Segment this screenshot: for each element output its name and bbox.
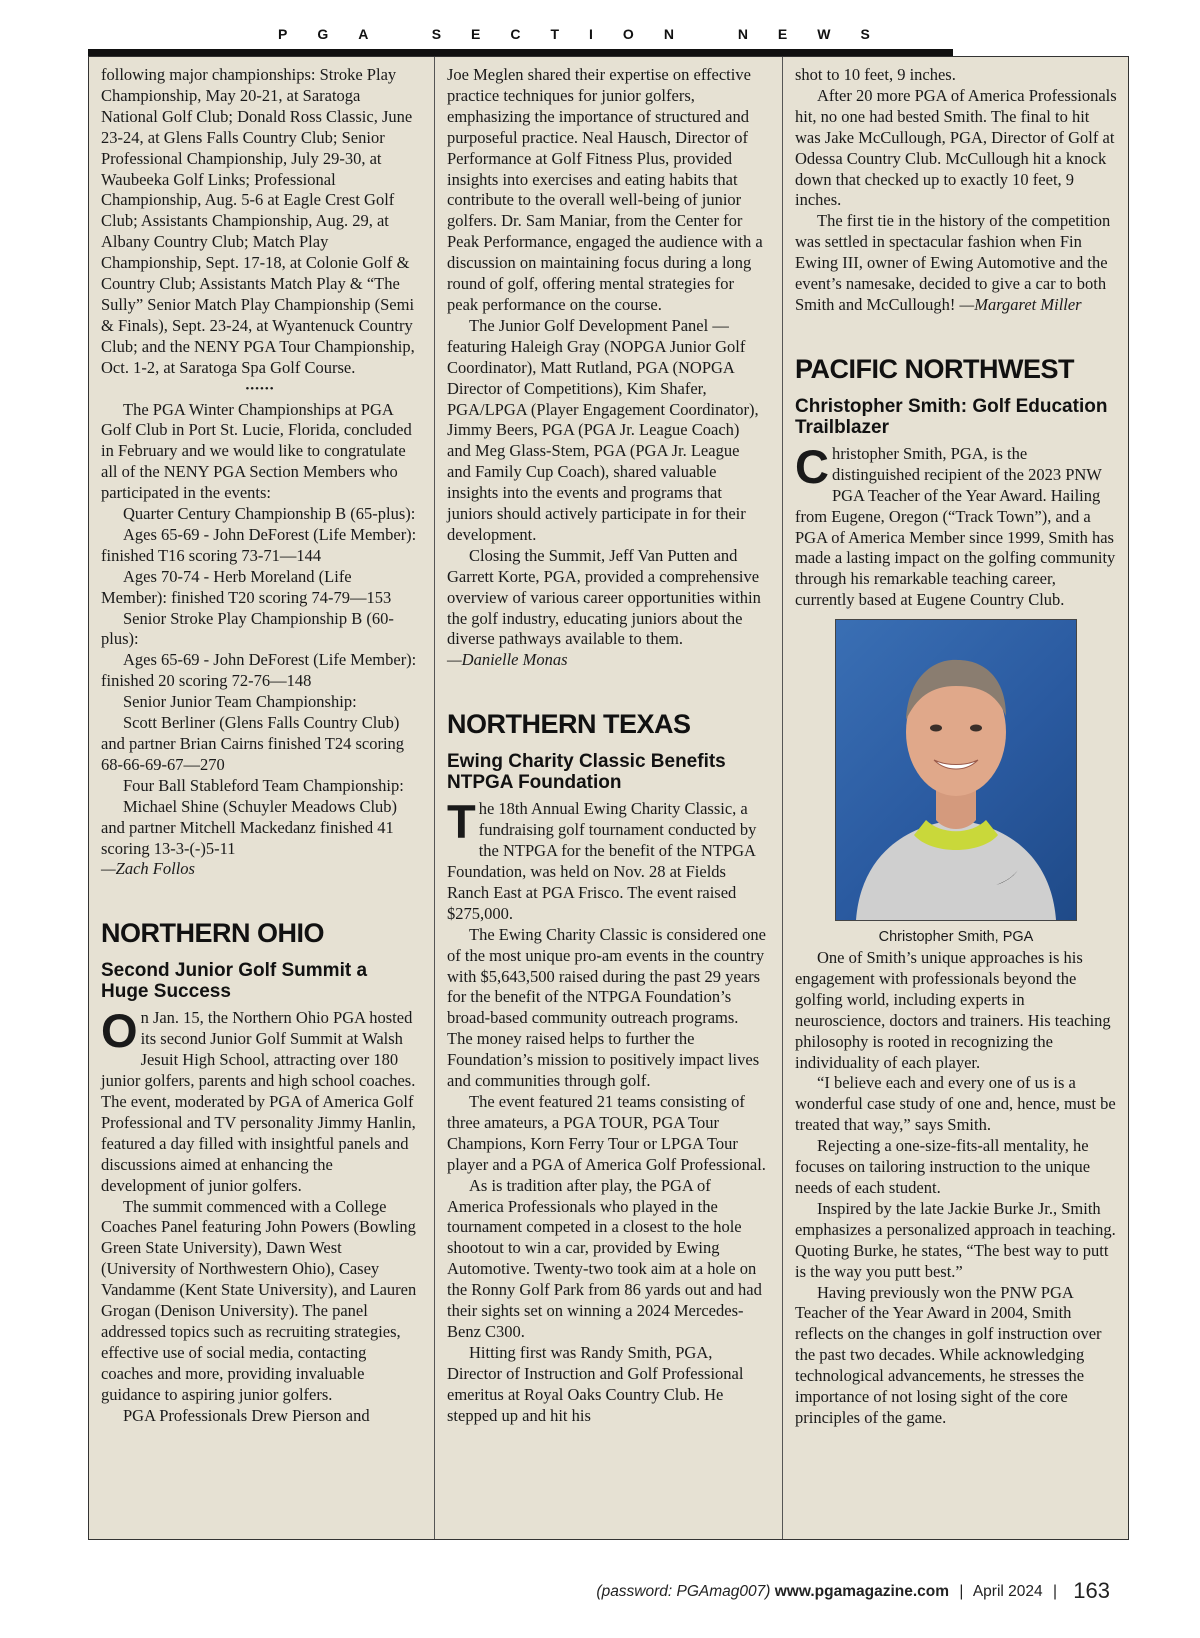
byline: —Zach Follos — [101, 859, 195, 879]
paragraph: PGA Professionals Drew Pierson and — [123, 1405, 370, 1425]
section-heading-northern-texas: NORTHERN TEXAS — [447, 709, 691, 740]
section-break-dots: •••••• — [245, 382, 275, 395]
paragraph: The Ewing Charity Classic is considered one of the most unique pro-am events in the country with $5,643,500 raised during the past 29 years for the benefit of the NTPGA Foundation’s broad-based community outreach programs. The money raised helps to further the Foundation’s mission to positively impact lives and communities through golf. — [447, 924, 766, 1091]
paragraph — [447, 795, 767, 924]
paragraph: The summit commenced with a College Coaches Panel featuring John Powers (Bowling Green State University), Dawn West (University of Northwestern Ohio), Casey Vandamme (Kent State University), and Lauren Grogan (Denison University). The panel addressed topics such as recruiting strategies, effective use of social media, contacting coaches and more, providing invaluable guidance to aspiring junior golfers. — [101, 1196, 417, 1404]
paragraph — [795, 211, 1117, 316]
paragraph-text: n Jan. 15, the Northern Ohio PGA hosted its second Junior Golf Summit at Walsh Jesuit High School, attracting over 180 junior golfers, parents and high school coaches. The event, moderated by PGA of America Golf Professional and TV personality Jimmy Hanlin, featured a day filled with insightful panels and discussions aimed at enhancing the development of junior golfers. — [101, 1008, 416, 1195]
paragraph: Quarter Century Championship B (65-plus): — [123, 504, 416, 524]
paragraph: “I believe each and every one of us is a wonderful case study of one and, hence, must be treated that way,” says Smith. — [795, 1073, 1116, 1135]
column-2 — [447, 65, 767, 1426]
paragraph: Senior Stroke Play Championship B (60-plus): — [101, 608, 394, 649]
paragraph: Closing the Summit, Jeff Van Putten and Garrett Korte, PGA, provided a comprehensive overview of various career opportunities within the golf industry, educating juniors about the diverse pathways available to them. — [447, 545, 761, 649]
paragraph-text: hristopher Smith, PGA, is the distinguished recipient of the 2023 PNW PGA Teacher of the Year Award. Hailing from Eugene, Oregon (“Track Town”), and a PGA of America Member since 1999, Smith has made a lasting impact on the golfing community through his remarkable teaching career, currently based at Eugene Country Club. — [795, 443, 1116, 610]
photo-caption: Christopher Smith, PGA — [878, 929, 1034, 946]
paragraph: The PGA Winter Championships at PGA Golf Club in Port St. Lucie, Florida, concluded in February and we would like to congratulate all of the NENY PGA Section Members who participated in the events: — [101, 399, 412, 503]
paragraph — [101, 1004, 419, 1196]
paragraph — [795, 439, 1117, 611]
paragraph: Joe Meglen shared their expertise on effective practice techniques for junior golfers, emphasizing the importance of structured and purposeful practice. Neal Hausch, Director of Performance at Golf Fitness Plus, provided insights into exercises and eating habits that contribute to the overall well-being of junior golfers. Dr. Sam Maniar, from the Center for Peak Performance, engaged the audience with a discussion on maintaining focus during a long round of golf, offering mental strategies for peak performance on the course. — [447, 65, 763, 314]
footer-website-link[interactable]: www.pgamagazine.com — [774, 1583, 950, 1600]
paragraph: As is tradition after play, the PGA of America Professionals who played in the tournament competed in a closest to the hole shootout to win a car, provided by Ewing Automotive. Twenty-two took aim at a hole on the Ronny Golf Park from 86 yards out and had their sights set on winning a 2024 Mercedes-Benz C300. — [447, 1175, 762, 1341]
paragraph: After 20 more PGA of America Professionals hit, no one had bested Smith. The final to hit was Jake McCullough, PGA, Director of Golf at Odessa Country Club. McCullough hit a knock down that checked up to exactly 10 feet, 9 inches. — [795, 85, 1117, 210]
footer-separator: | — [1052, 1583, 1057, 1600]
paragraph: One of Smith’s unique approaches is his engagement with professionals beyond the golfing world, including experts in neuroscience, doctors and trainers. His teaching philosophy is rooted in recognizing the individuality of each player. — [795, 948, 1111, 1072]
drop-cap: O — [101, 1004, 138, 1058]
paragraph: shot to 10 feet, 9 inches. — [795, 65, 956, 84]
column-divider — [782, 57, 783, 1539]
footer-separator: | — [959, 1583, 964, 1600]
paragraph: following major championships: Stroke Play Championship, May 20-21, at Saratoga National Golf Club; Donald Ross Classic, June 23-24, at Glens Falls Country Club; Senior Professional Championship, July 29-30, at Waubeeka Golf Links; Professional Championship, Aug. 5-6 at Eagle Crest Golf Club; Assistants Championship, Aug. 29, at Albany Country Club; Match Play Championship, Sept. 17-18, at Colonie Golf & Country Club; Assistants Match Play & “The Sully” Senior Match Play Championship (Semi & Finals), Sept. 23-24, at Wyantenuck Country Club; and the NENY PGA Tour Championship, Oct. 1-2, at Saratoga Spa Golf Course. — [101, 65, 415, 377]
column-divider — [434, 57, 435, 1539]
article-panel — [88, 56, 1129, 1540]
footer-password: (password: PGAmag007) — [596, 1583, 771, 1600]
paragraph: Senior Junior Team Championship: — [123, 692, 357, 712]
header-rule — [88, 49, 953, 56]
paragraph: Having previously won the PNW PGA Teacher of the Year Award in 2004, Smith reflects on the changes in golf instruction over the past two decades. While acknowledging technological advancements, he stresses the importance of not losing sight of the core principles of the game. — [795, 1282, 1102, 1427]
portrait-illustration — [836, 620, 1076, 920]
paragraph: Rejecting a one-size-fits-all mentality, he focuses on tailoring instruction to the unique needs of each student. — [795, 1136, 1091, 1197]
paragraph: Scott Berliner (Glens Falls Country Club) and partner Brian Cairns finished T24 scoring 68-66-69-67—270 — [101, 713, 405, 774]
paragraph: Hitting first was Randy Smith, PGA, Director of Instruction and Golf Professional emeritus at Royal Oaks Country Club. He stepped up and hit his — [447, 1342, 744, 1425]
page-footer — [596, 1578, 1110, 1604]
drop-cap: C — [795, 439, 829, 493]
portrait-photo — [835, 619, 1077, 921]
page-number: 163 — [1073, 1578, 1110, 1603]
paragraph-text: The first tie in the history of the competition was settled in spectacular fashion when Fin Ewing III, owner of Ewing Automotive and the event’s namesake, decided to give a car to both Smith and McCullough! — [795, 211, 1111, 314]
paragraph: Ages 70-74 - Herb Moreland (Life Member): finished T20 scoring 74-79—153 — [101, 566, 392, 607]
running-header: PGA SECTION NEWS — [278, 26, 900, 42]
paragraph: Michael Shine (Schuyler Meadows Club) and partner Mitchell Mackedanz finished 41 scoring 13-3-(-)5-11 — [101, 796, 398, 858]
column-1 — [101, 65, 419, 1426]
column-3 — [795, 65, 1117, 1429]
paragraph: The Junior Golf Development Panel — featuring Haleigh Gray (NOPGA Junior Golf Coordinator), Matt Rutland, PGA (NOPGA Director of Competitions), Kim Shafer, PGA/LPGA (Player Engagement Coordinator), Jimmy Beers, PGA (PGA Jr. League Coach) and Meg Glass-Stem, PGA (PGA Jr. League and Family Cup Coach), shared valuable insights into the events and programs that juniors should actively participate in for their development. — [447, 315, 759, 544]
article-subhead: Christopher Smith: Golf Education Trailblazer — [795, 395, 1108, 438]
byline: —Margaret Miller — [959, 294, 1082, 314]
byline: —Danielle Monas — [447, 650, 568, 670]
article-subhead: Ewing Charity Classic Benefits NTPGA Foundation — [447, 751, 726, 794]
paragraph: Ages 65-69 - John DeForest (Life Member): finished 20 scoring 72-76—148 — [101, 650, 417, 691]
article-subhead: Second Junior Golf Summit a Huge Success — [101, 960, 368, 1003]
paragraph: Inspired by the late Jackie Burke Jr., Smith emphasizes a personalized approach in teaching. Quoting Burke, he states, “The best way to putt is the way you putt best.” — [795, 1198, 1116, 1281]
section-heading-northern-ohio: NORTHERN OHIO — [101, 918, 324, 949]
paragraph: The event featured 21 teams consisting of three amateurs, a PGA TOUR, PGA Tour Champions, Korn Ferry Tour or LPGA Tour player and a PGA of America Golf Professional. — [447, 1091, 766, 1174]
paragraph: Ages 65-69 - John DeForest (Life Member): finished T16 scoring 73-71—144 — [101, 524, 417, 565]
paragraph: Four Ball Stableford Team Championship: — [123, 775, 404, 795]
footer-date: April 2024 — [972, 1583, 1043, 1600]
paragraph-text: he 18th Annual Ewing Charity Classic, a fundraising golf tournament conducted by the NTPGA for the benefit of the NTPGA Foundation, was held on Nov. 28 at Fields Ranch East at PGA Frisco. The event raised $275,000. — [447, 799, 757, 923]
section-heading-pacific-northwest: PACIFIC NORTHWEST — [795, 353, 1074, 384]
drop-cap: T — [447, 795, 476, 849]
